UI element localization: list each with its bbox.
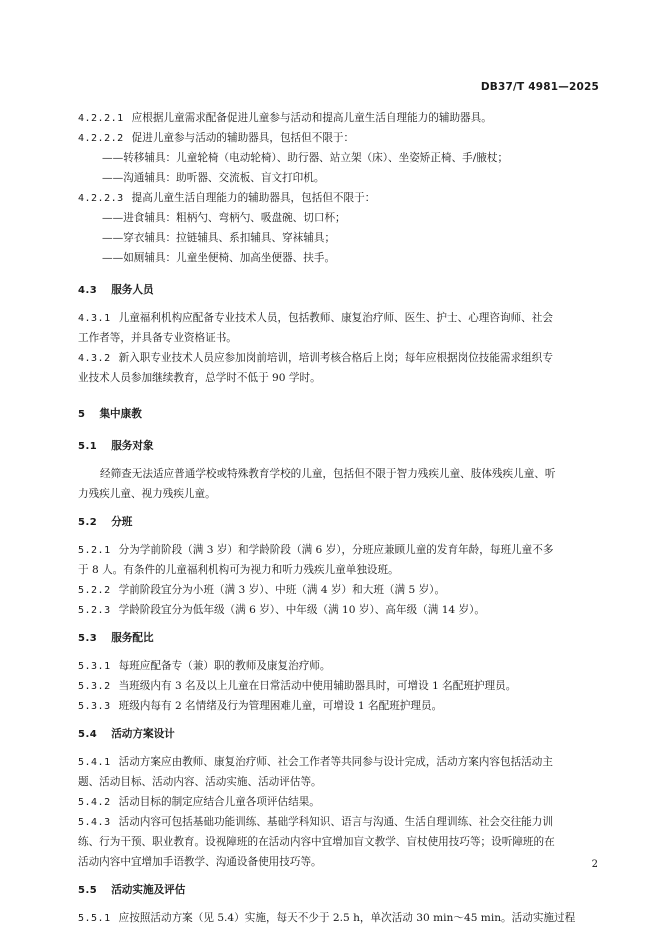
clause-5-2-2 [78, 580, 600, 600]
clause-continuation: 于 8 人。有条件的儿童福利机构可为视力和听力残疾儿童单独设班。 [78, 564, 399, 576]
clause-text: 活动内容可包括基础功能训练、基础学科知识、语言与沟通、生活自理训练、社会交往能力训 [118, 816, 553, 828]
clause-5-2-1 [78, 540, 600, 560]
chapter-title: 集中康教 [99, 408, 142, 420]
clause-number: 5.2.2 [78, 585, 111, 596]
clause-continuation: 业技术人员参加继续教育，总学时不低于 90 学时。 [78, 372, 321, 384]
clause-continuation: 练、行为干预、职业教育。设视障班的在活动内容中宜增加盲文教学、盲杖使用技巧等；设听障班的在 [78, 836, 555, 848]
clause-number: 5.2.1 [78, 545, 111, 556]
section-title: 活动实施及评估 [111, 884, 186, 896]
section-number: 5.1 [78, 441, 98, 452]
clause-text: 每班应配备专（兼）职的教师及康复治疗师。 [118, 660, 331, 672]
clause-number: 4.2.2.3 [78, 193, 124, 204]
paragraph-line: 力残疾儿童、视力残疾儿童。 [78, 488, 216, 500]
clause-5-3-1 [78, 656, 600, 676]
section-heading-5-3 [78, 628, 600, 648]
clause-continuation: 题、活动目标、活动内容、活动实施、活动评估等。 [78, 776, 322, 788]
clause-text: 分为学前阶段（满 3 岁）和学龄阶段（满 6 岁），分班应兼顾儿童的发育年龄，每班儿童不多 [118, 544, 554, 556]
clause-number: 5.4.1 [78, 757, 111, 768]
clause-number: 5.2.3 [78, 605, 111, 616]
clause-5-4-1 [78, 752, 600, 772]
section-title: 分班 [111, 516, 133, 528]
section-number: 5.3 [78, 633, 98, 644]
clause-text: 应根据儿童需求配备促进儿童参与活动和提高儿童生活自理能力的辅助器具。 [131, 112, 492, 124]
list-item: ——转移辅具：儿童轮椅（电动轮椅）、助行器、站立架（床）、坐姿矫正椅、手/腋杖； [102, 152, 509, 164]
clause-number: 4.3.2 [78, 353, 111, 364]
chapter-heading-5 [78, 404, 600, 424]
clause-4-2-2-3 [78, 188, 600, 208]
page-number: 2 [591, 859, 598, 870]
section-number: 5.2 [78, 517, 98, 528]
chapter-number: 5 [78, 409, 86, 420]
clause-number: 4.2.2.1 [78, 113, 124, 124]
clause-number: 4.3.1 [78, 313, 111, 324]
clause-5-4-3 [78, 812, 600, 832]
clause-text: 新入职专业技术人员应参加岗前培训，培训考核合格后上岗；每年应根据岗位技能需求组织专 [118, 352, 553, 364]
list-item: ——如厕辅具：儿童坐便椅、加高坐便器、扶手。 [102, 252, 336, 264]
clause-continuation: 工作者等，并具备专业资格证书。 [78, 332, 237, 344]
section-heading-4-3 [78, 280, 600, 300]
clause-text: 促进儿童参与活动的辅助器具，包括但不限于： [131, 132, 355, 144]
list-item: ——进食辅具：粗柄勺、弯柄勺、吸盘碗、切口杯； [102, 212, 346, 224]
section-heading-5-5 [78, 880, 600, 900]
clause-text: 应按照活动方案（见 5.4）实施，每天不少于 2.5 h，单次活动 30 min～45 min。活动实施过程 [118, 912, 576, 924]
clause-4-2-2-1 [78, 108, 600, 128]
section-title: 活动方案设计 [111, 728, 175, 740]
clause-number: 5.5.1 [78, 913, 111, 924]
clause-number: 5.4.3 [78, 817, 111, 828]
clause-number: 4.2.2.2 [78, 133, 124, 144]
clause-text: 提高儿童生活自理能力的辅助器具，包括但不限于： [131, 192, 376, 204]
clause-number: 5.3.3 [78, 701, 111, 712]
clause-4-3-1 [78, 308, 600, 328]
clause-text: 儿童福利机构应配备专业技术人员，包括教师、康复治疗师、医生、护士、心理咨询师、社会 [118, 312, 553, 324]
clause-5-3-2 [78, 676, 600, 696]
clause-text: 班级内每有 2 名情绪及行为管理困难儿童，可增设 1 名配班护理员。 [118, 700, 443, 712]
section-number: 5.4 [78, 729, 98, 740]
clause-text: 活动目标的制定应结合儿童各项评估结果。 [118, 796, 320, 808]
clause-text: 学前阶段宜分为小班（满 3 岁）、中班（满 4 岁）和大班（满 5 岁）。 [118, 584, 446, 596]
section-title: 服务配比 [111, 632, 154, 644]
paragraph-line: 经筛查无法适应普通学校或特殊教育学校的儿童，包括但不限于智力残疾儿童、肢体残疾儿童、听 [100, 468, 556, 480]
clause-5-5-1 [78, 908, 600, 928]
clause-5-4-2 [78, 792, 600, 812]
section-title: 服务对象 [111, 440, 154, 452]
clause-number: 5.4.2 [78, 797, 111, 808]
clause-5-2-3 [78, 600, 600, 620]
clause-4-2-2-2 [78, 128, 600, 148]
clause-continuation: 活动内容中宜增加手语教学、沟通设备使用技巧等。 [78, 856, 322, 868]
clause-5-3-3 [78, 696, 600, 716]
list-item: ——沟通辅具：助听器、交流板、盲文打印机。 [102, 172, 325, 184]
clause-number: 5.3.2 [78, 681, 111, 692]
section-number: 4.3 [78, 285, 98, 296]
clause-text: 活动方案应由教师、康复治疗师、社会工作者等共同参与设计完成，活动方案内容包括活动主 [118, 756, 553, 768]
section-title: 服务人员 [111, 284, 154, 296]
section-heading-5-4 [78, 724, 600, 744]
clause-number: 5.3.1 [78, 661, 111, 672]
clause-4-3-2 [78, 348, 600, 368]
document-body [78, 108, 600, 928]
clause-text: 学龄阶段宜分为低年级（满 6 岁）、中年级（满 10 岁）、高年级（满 14 岁）。 [118, 604, 486, 616]
section-heading-5-2 [78, 512, 600, 532]
document-code: DB37/T 4981—2025 [480, 81, 599, 93]
section-number: 5.5 [78, 885, 98, 896]
list-item: ——穿衣辅具：拉链辅具、系扣辅具、穿袜辅具； [102, 232, 336, 244]
section-heading-5-1 [78, 436, 600, 456]
clause-text: 当班级内有 3 名及以上儿童在日常活动中使用辅助器具时，可增设 1 名配班护理员。 [118, 680, 517, 692]
